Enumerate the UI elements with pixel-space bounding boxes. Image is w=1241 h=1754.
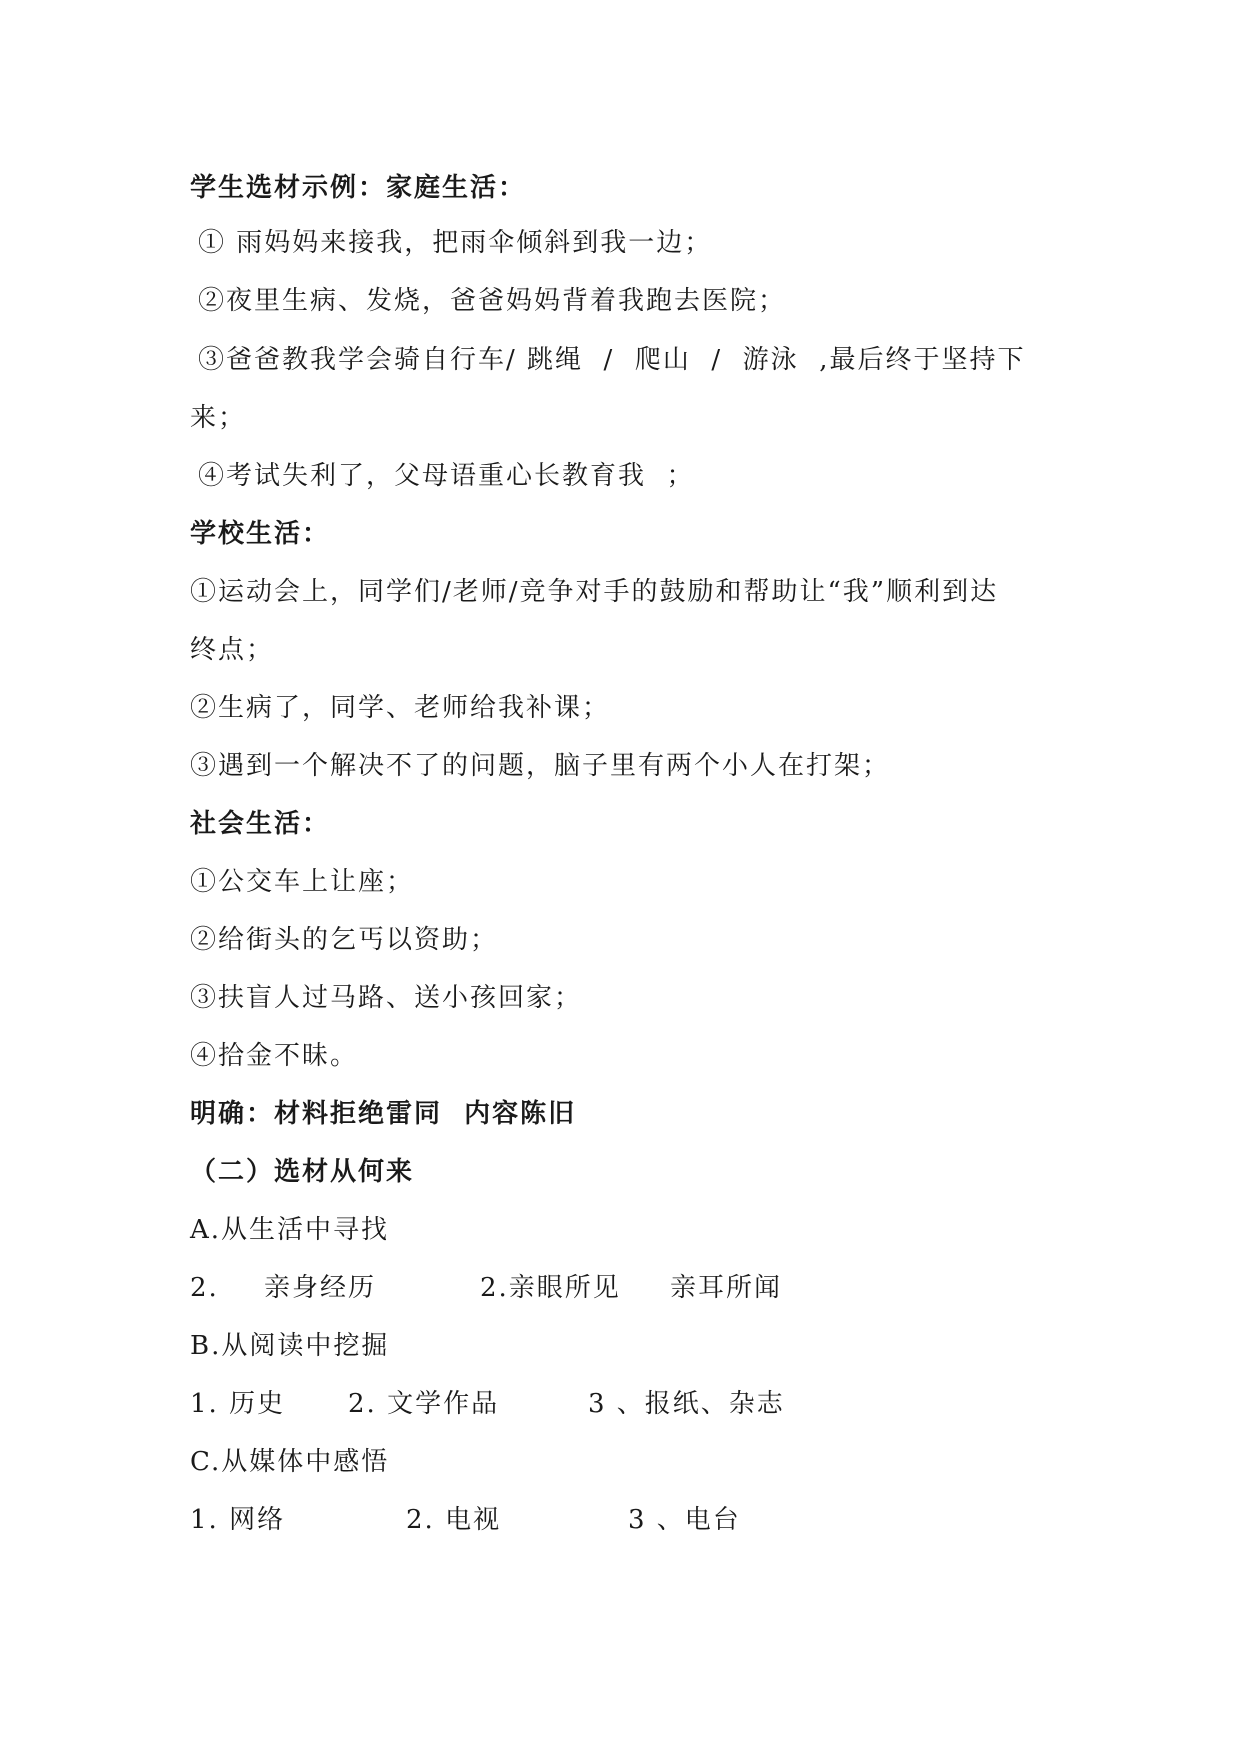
section-c-heading: C.从媒体中感悟 (190, 1447, 390, 1477)
school-item-3: ③遇到一个解决不了的问题，脑子里有两个小人在打架； (190, 751, 891, 781)
school-heading: 学校生活： (190, 519, 331, 549)
section-a-item-2: 2.亲眼所见 (480, 1273, 621, 1303)
section-b-items (190, 1386, 1090, 1422)
school-item-2: ②生病了，同学、老师给我补课； (190, 693, 611, 723)
society-item-2: ②给街头的乞丐以资助； (190, 925, 499, 955)
section-b-item-1: 1. 历史 (190, 1389, 286, 1419)
section-a-item-3: 亲耳所闻 (670, 1273, 783, 1303)
section-c-item-2: 2. 电视 (406, 1505, 502, 1535)
family-item-3: ③爸爸教我学会骑自行车/ 跳绳 / 爬山 / 游泳 ,最后终于坚持下 (198, 345, 1026, 375)
family-item-2: ②夜里生病、发烧，爸爸妈妈背着我跑去医院； (198, 286, 787, 316)
family-item-3-continued: 来； (190, 403, 247, 433)
section-c-item-3: 3 、电台 (628, 1505, 741, 1535)
society-item-1: ①公交车上让座； (190, 867, 415, 897)
section-c-item-1: 1. 网络 (190, 1505, 286, 1535)
clarify-statement: 明确：材料拒绝雷同 内容陈旧 (190, 1099, 577, 1129)
section-b-item-3: 3 、报纸、杂志 (588, 1389, 785, 1419)
section-c-items (190, 1502, 1090, 1538)
school-item-1: ①运动会上，同学们/老师/竞争对手的鼓励和帮助让“我”顺利到达 (190, 577, 999, 607)
section2-heading: （二）选材从何来 (190, 1157, 415, 1187)
society-item-3: ③扶盲人过马路、送小孩回家； (190, 983, 583, 1013)
section-a-heading: A.从生活中寻找 (190, 1215, 390, 1245)
section-b-heading: B.从阅读中挖掘 (190, 1331, 390, 1361)
section-a-item-number: 2. (190, 1273, 219, 1303)
school-item-1-continued: 终点； (190, 635, 275, 665)
family-item-1: ① 雨妈妈来接我，把雨伞倾斜到我一边； (198, 228, 713, 258)
section-a-item-1: 亲身经历 (264, 1273, 377, 1303)
section-a-items (190, 1270, 1090, 1306)
family-item-4: ④考试失利了，父母语重心长教育我 ； (198, 461, 695, 491)
society-heading: 社会生活： (190, 809, 331, 839)
family-heading: 学生选材示例：家庭生活： (190, 173, 527, 203)
society-item-4: ④拾金不昧。 (190, 1041, 359, 1071)
section-b-item-2: 2. 文学作品 (348, 1389, 500, 1419)
